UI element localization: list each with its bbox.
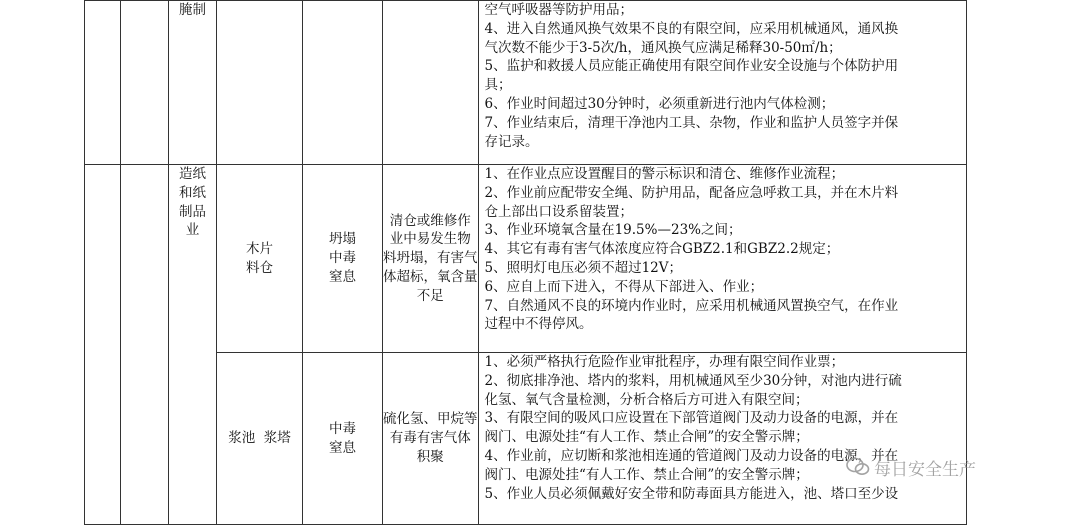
cause-line: 硫化氢、甲烷等 [383,411,478,428]
requirement-line: 2、作业前应配带安全绳、防护用品，配备应急呼救工具，并在木片料 [484,184,899,201]
requirement-line: 7、作业结束后，清理干净池内工具、杂物，作业和监护人员签字并保 [484,114,899,131]
requirement-line: 6、应自上而下进入，不得从下部进入、作业； [484,278,764,295]
hazard-label: 窒息 [329,268,356,285]
location-label: 浆池 浆塔 [228,430,291,447]
industry-cell [169,1,217,165]
watermark-text: 每日安全生产 [874,459,976,480]
industry-label: 业 [185,222,200,239]
industry-label: 制品 [179,203,206,220]
requirement-line: 空气呼吸器等防护用品； [484,2,633,18]
cause-line: 业中易发生物 [389,231,471,248]
hazard-cell [303,1,383,165]
table-row [85,1,967,165]
location-cell [217,1,303,165]
requirement-line: 4、进入自然通风换气效果不良的有限空间，应采用机械通风，通风换 [484,20,899,37]
requirement-line: 3、有限空间的吸风口应设置在下部管道阀门及动力设备的电源，并在 [484,410,899,427]
cause-cell [383,165,479,353]
industry-label: 造纸 [179,166,206,182]
hazard-label: 坍塌 [329,231,356,248]
requirement-line: 5、照明灯电压必须不超过12V； [484,259,683,276]
cause-line: 清仓或维修作 [389,212,471,229]
requirement-line: 阀门、电源处挂“有人工作、禁止合闸”的安全警示牌； [484,466,809,483]
safety-requirements-table [84,0,967,525]
requirement-line: 气次数不能少于3-5次/h，通风换气应满足稀释30-50㎡/h； [484,39,842,56]
cause-line: 体超标，氧含量 [383,268,478,285]
requirement-line: 7、自然通风不良的环境内作业时，应采用机械通风置换空气，在作业 [484,297,899,314]
wechat-icon [846,457,870,477]
location-cell [217,165,303,353]
hazard-label: 中毒 [329,250,356,267]
industry-label: 和纸 [179,184,206,201]
cause-cell [383,1,479,165]
requirement-line: 化氢、氧气含量检测，分析合格后方可进入有限空间； [484,391,809,408]
requirement-line: 6、作业时间超过30分钟时，必须重新进行池内气体检测； [484,95,835,112]
requirements-cell [478,165,966,353]
industry-label: 腌制 [179,2,206,18]
requirement-line: 4、作业前，应切断和浆池相连通的管道阀门及动力设备的电源，并在 [484,447,899,464]
requirement-line: 3、作业环境氧含量在19.5%—23%之间； [484,222,742,239]
hazard-cell [303,353,383,525]
cause-line: 有毒有害气体 [389,430,471,447]
requirement-line: 具； [484,77,512,94]
index-cell [85,165,121,525]
hazard-cell [303,165,383,353]
requirements-cell [478,353,966,525]
cause-line: 积聚 [416,448,444,465]
index-cell [85,1,121,165]
sub-index-cell [121,165,169,525]
requirement-line: 存记录。 [484,133,539,150]
location-cell [217,353,303,525]
requirement-line: 1、在作业点应设置醒目的警示标识和清仓、维修作业流程； [484,166,845,182]
requirement-line: 仓上部出口设系留装置； [484,203,633,220]
watermark [846,456,976,478]
requirement-line: 1、必须严格执行危险作业审批程序，办理有限空间作业票； [484,354,845,370]
cause-cell [383,353,479,525]
table-row [85,165,967,353]
requirement-line: 5、作业人员必须佩戴好安全带和防毒面具方能进入，池、塔口至少设 [484,485,899,502]
location-label: 木片 [246,240,273,257]
cause-line: 料坍塌，有害气 [383,250,478,267]
location-label: 料仓 [246,259,273,276]
requirements-cell [478,1,966,165]
requirement-line: 阀门、电源处挂“有人工作、禁止合闸”的安全警示牌； [484,429,809,446]
requirement-line: 过程中不得停风。 [484,316,593,333]
cause-line: 不足 [416,287,444,304]
requirement-line: 5、监护和救援人员应能正确使用有限空间作业安全设施与个体防护用 [484,58,899,75]
industry-cell [169,165,217,525]
table-row [85,353,967,525]
hazard-label: 窒息 [329,439,356,456]
sub-index-cell [121,1,169,165]
requirement-line: 2、彻底排净池、塔内的浆料，用机械通风至少30分钟，对池内进行硫 [484,372,902,389]
requirement-line: 4、其它有毒有害气体浓度应符合GBZ2.1和GBZ2.2规定； [484,241,840,258]
hazard-label: 中毒 [329,420,356,437]
